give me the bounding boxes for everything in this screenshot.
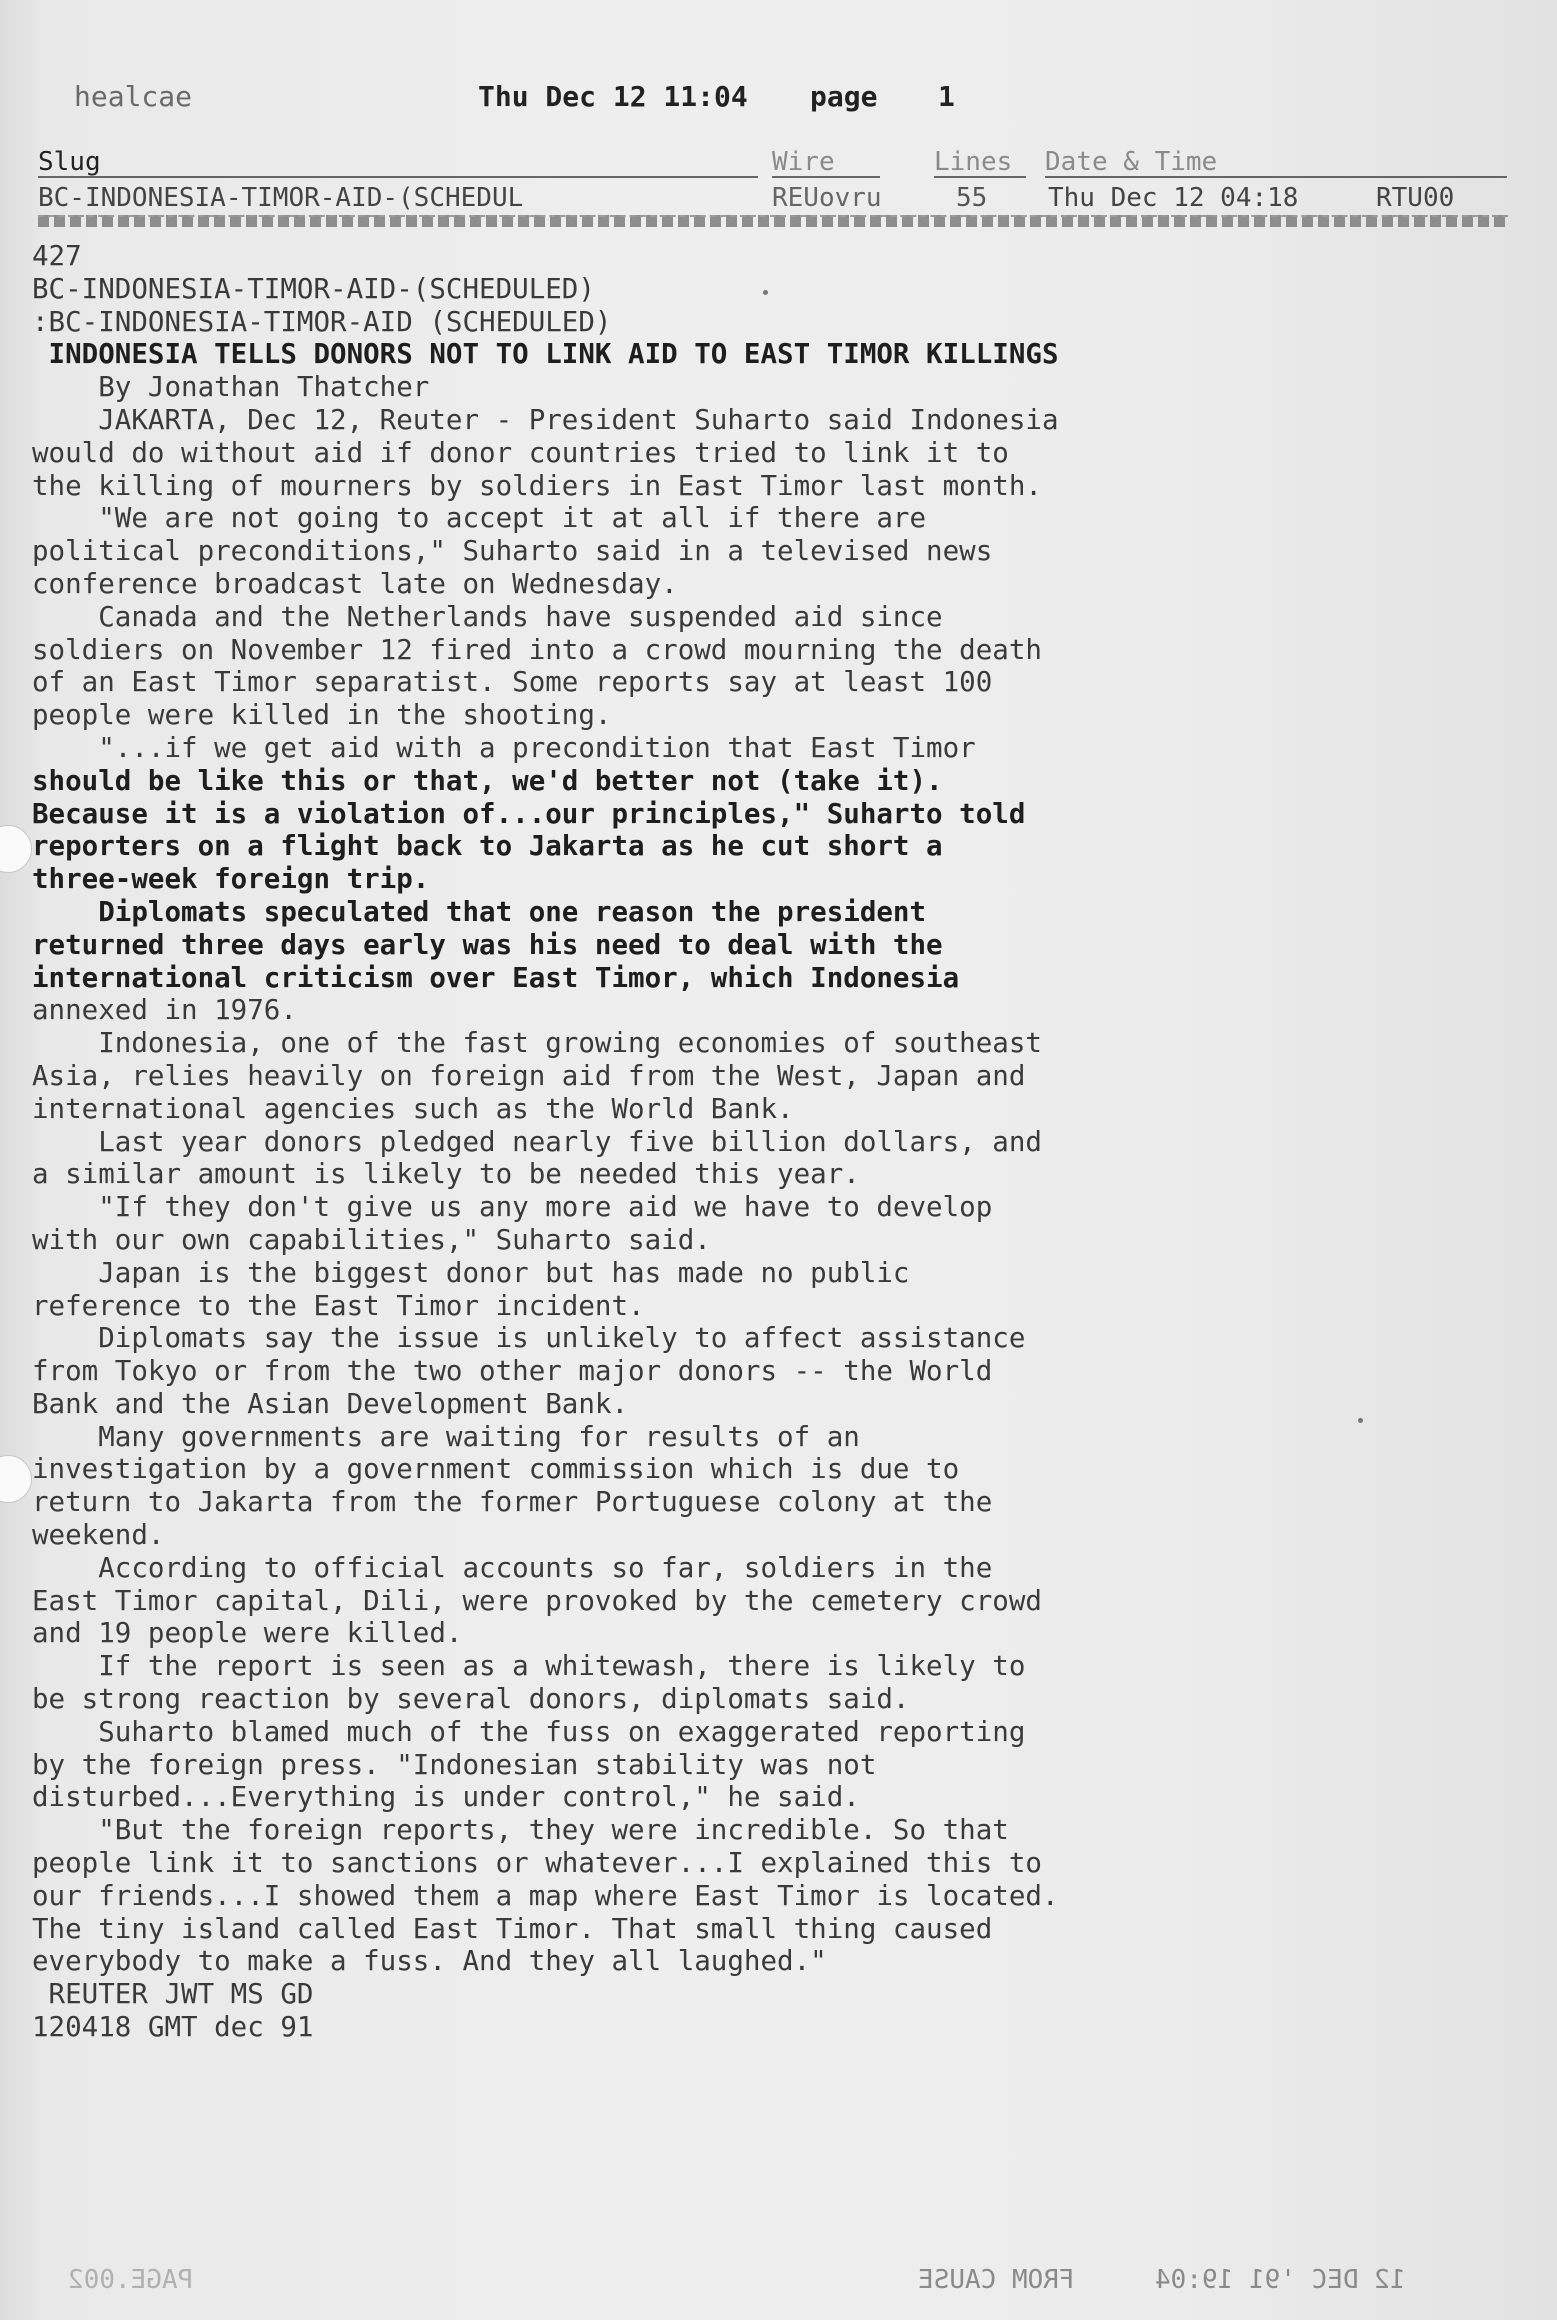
story-line: BC-INDONESIA-TIMOR-AID-(SCHEDULED) — [32, 272, 595, 305]
story-line: East Timor capital, Dili, were provoked by the cemetery crowd — [32, 1584, 1042, 1617]
story-line: reporters on a flight back to Jakarta as he cut short a — [32, 830, 943, 863]
record-lines: 55 — [956, 183, 988, 213]
record-code: RTU00 — [1376, 183, 1455, 213]
story-line: Because it is a violation of...our principles," Suharto told — [32, 797, 1026, 830]
sender-id: healcae — [74, 80, 193, 113]
story-line: be strong reaction by several donors, diplomats said. — [32, 1683, 910, 1716]
story-line: return to Jakarta from the former Portuguese colony at the — [32, 1486, 993, 1519]
printout-datetime: Thu Dec 12 11:04 — [478, 80, 748, 113]
story-line: with our own capabilities," Suharto said. — [32, 1223, 711, 1256]
story-line: disturbed...Everything is under control," he said. — [32, 1781, 860, 1814]
story-line: weekend. — [32, 1519, 165, 1552]
story-line: Bank and the Asian Development Bank. — [32, 1387, 629, 1420]
story-line: should be like this or that, we'd better not (take it). — [32, 764, 943, 797]
story-line: everybody to make a fuss. And they all laughed." — [32, 1945, 827, 1978]
punch-hole — [0, 1455, 32, 1503]
story-line: By Jonathan Thatcher — [32, 371, 430, 404]
story-line: people link it to sanctions or whatever...I explained this to — [32, 1847, 1042, 1880]
story-line: "We are not going to accept it at all if there are — [32, 502, 927, 535]
story-line: international criticism over East Timor, which Indonesia — [32, 961, 960, 994]
separator-rule — [38, 215, 1508, 227]
story-line: the killing of mourners by soldiers in East Timor last month. — [32, 469, 1042, 502]
story-line: soldiers on November 12 fired into a crowd mourning the death — [32, 633, 1042, 666]
record-date-time: Thu Dec 12 04:18 — [1048, 183, 1299, 213]
fax-footer-timestamp: 12 DEC '91 19:04 — [1155, 2265, 1406, 2295]
story-line: The tiny island called East Timor. That small thing caused — [32, 1912, 993, 1945]
story-line: Diplomats speculated that one reason the president — [32, 895, 927, 928]
column-header-date-time: Date & Time — [1045, 148, 1507, 178]
story-line: "If they don't give us any more aid we have to develop — [32, 1191, 993, 1224]
story-line: Japan is the biggest donor but has made no public — [32, 1256, 910, 1289]
story-body — [32, 240, 1502, 2044]
column-header-slug: Slug — [38, 148, 758, 178]
column-header-wire: Wire — [772, 148, 880, 178]
story-line: REUTER JWT MS GD — [32, 1978, 314, 2011]
story-line: Many governments are waiting for results of an — [32, 1420, 860, 1453]
page-label: page — [810, 80, 878, 113]
story-line: annexed in 1976. — [32, 994, 297, 1027]
punch-hole — [0, 825, 32, 873]
record-wire: REUovru — [772, 183, 882, 213]
story-line: of an East Timor separatist. Some reports say at least 100 — [32, 666, 993, 699]
story-line: political preconditions," Suharto said in a televised news — [32, 535, 993, 568]
story-line: Asia, relies heavily on foreign aid from the West, Japan and — [32, 1059, 1026, 1092]
story-line: would do without aid if donor countries tried to link it to — [32, 436, 1009, 469]
story-line: a similar amount is likely to be needed this year. — [32, 1158, 860, 1191]
fax-footer-page: PAGE.002 — [68, 2265, 194, 2295]
story-line: INDONESIA TELLS DONORS NOT TO LINK AID TO EAST TIMOR KILLINGS — [32, 338, 1059, 371]
record-slug: BC-INDONESIA-TIMOR-AID-(SCHEDUL — [38, 183, 524, 213]
story-line: Indonesia, one of the fast growing economies of southeast — [32, 1027, 1042, 1060]
fax-footer-from: FROM CAUSE — [918, 2265, 1075, 2295]
story-line: JAKARTA, Dec 12, Reuter - President Suharto said Indonesia — [32, 403, 1059, 436]
story-line: reference to the East Timor incident. — [32, 1289, 645, 1322]
story-line: from Tokyo or from the two other major donors -- the World — [32, 1355, 993, 1388]
speck — [1358, 1418, 1363, 1423]
story-line: Last year donors pledged nearly five billion dollars, and — [32, 1125, 1042, 1158]
story-line: returned three days early was his need to deal with the — [32, 928, 943, 961]
speck — [763, 290, 768, 295]
story-line: by the foreign press. "Indonesian stability was not — [32, 1748, 877, 1781]
story-line: international agencies such as the World Bank. — [32, 1092, 794, 1125]
story-line: Canada and the Netherlands have suspended aid since — [32, 600, 943, 633]
page-number: 1 — [938, 80, 955, 113]
column-header-lines: Lines — [934, 148, 1026, 178]
story-line: :BC-INDONESIA-TIMOR-AID (SCHEDULED) — [32, 305, 612, 338]
story-line: According to official accounts so far, soldiers in the — [32, 1551, 993, 1584]
story-line: and 19 people were killed. — [32, 1617, 463, 1650]
story-line: people were killed in the shooting. — [32, 699, 612, 732]
story-line: conference broadcast late on Wednesday. — [32, 567, 678, 600]
story-line: 427 — [32, 240, 82, 272]
story-line: 120418 GMT dec 91 — [32, 2011, 314, 2044]
story-line: Diplomats say the issue is unlikely to affect assistance — [32, 1322, 1026, 1355]
story-line: "But the foreign reports, they were incredible. So that — [32, 1814, 1009, 1847]
story-line: three-week foreign trip. — [32, 863, 430, 896]
story-line: If the report is seen as a whitewash, there is likely to — [32, 1650, 1026, 1683]
story-line: our friends...I showed them a map where East Timor is located. — [32, 1879, 1059, 1912]
story-line: Suharto blamed much of the fuss on exaggerated reporting — [32, 1715, 1026, 1748]
story-line: "...if we get aid with a precondition that East Timor — [32, 731, 976, 764]
story-line: investigation by a government commission which is due to — [32, 1453, 960, 1486]
